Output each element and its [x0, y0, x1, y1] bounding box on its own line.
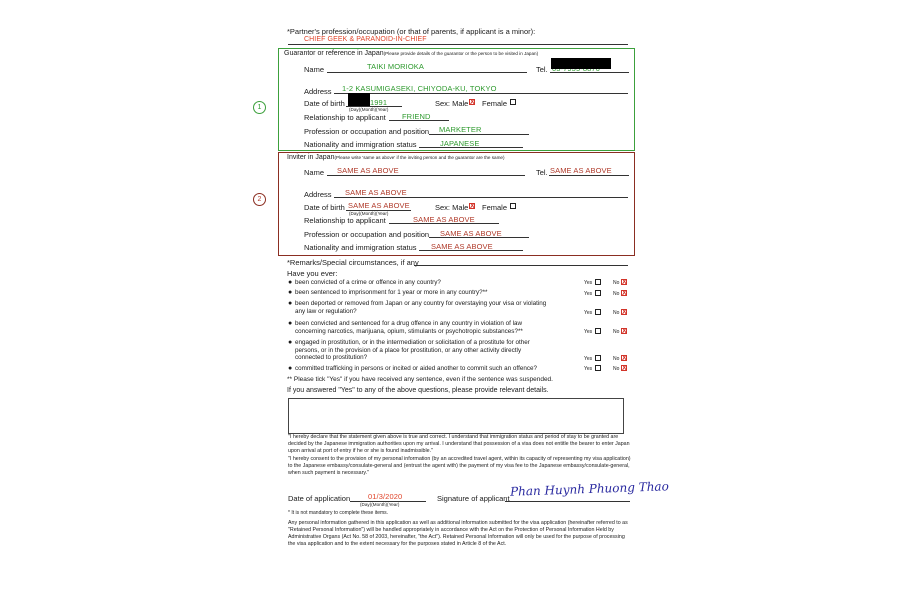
guarantor-address-value[interactable]: 1-2 KASUMIGASEKI, CHIYODA-KU, TOKYO	[342, 84, 497, 93]
question-4: ● been convicted and sentenced for a drug offence in any country in violation of law concerning narcotics, marijuana, opium, stimulants or psychotropic substances?**	[288, 320, 523, 335]
inviter-nationality-value[interactable]: SAME AS ABOVE	[431, 242, 493, 251]
date-label: Date of application	[288, 494, 351, 503]
guarantor-nationality-value[interactable]: JAPANESE	[440, 139, 480, 148]
not-mandatory-note: * It is not mandatory to complete these items.	[288, 510, 389, 516]
yes-label: Yes	[584, 291, 593, 297]
guarantor-nationality-label: Nationality and immigration status	[304, 140, 417, 149]
yes-checkbox-1[interactable]	[595, 279, 601, 285]
inviter-heading-title: Inviter in Japan	[287, 154, 335, 161]
guarantor-relationship-value[interactable]: FRIEND	[402, 112, 431, 121]
no-label: No	[613, 310, 620, 316]
question-2: ● been sentenced to imprisonment for 1 year or more in any country?**	[288, 289, 488, 296]
guarantor-dob-format: (Day)(Month)(Year)	[349, 107, 389, 112]
if-yes-label: If you answered "Yes" to any of the above questions, please provide relevant details.	[287, 387, 549, 394]
inviter-tel-value[interactable]: SAME AS ABOVE	[550, 166, 612, 175]
guarantor-relationship-label: Relationship to applicant	[304, 113, 386, 122]
tel-redaction	[551, 58, 611, 69]
inviter-heading	[287, 154, 505, 161]
no-label: No	[613, 356, 620, 362]
remarks-label: *Remarks/Special circumstances, if any	[287, 258, 419, 267]
question-5: ● engaged in prostitution, or in the intermediation or solicitation of a prostitute for other persons, or in the provision of a place for prostitution, or any other activity directly connected to prostitution?	[288, 339, 530, 361]
inviter-dob-value[interactable]: SAME AS ABOVE	[348, 201, 410, 210]
no-checkbox-2[interactable]: X	[622, 290, 627, 297]
question-3: ● been deported or removed from Japan or any country for overstaying your visa or violating any law or regulation?	[288, 300, 547, 315]
guarantor-profession-label: Profession or occupation and position	[304, 127, 430, 136]
inviter-nationality-label: Nationality and immigration status	[304, 243, 417, 252]
section-marker-2: 2	[253, 193, 266, 206]
no-checkbox-5[interactable]: X	[622, 355, 627, 362]
guarantor-name-value[interactable]: TAIKI MORIOKA	[367, 62, 425, 71]
yes-label: Yes	[584, 280, 593, 286]
inviter-male-checkbox[interactable]: X	[470, 203, 475, 210]
partner-value[interactable]: CHIEF GEEK & PARANOID-IN-CHIEF	[304, 36, 427, 43]
guarantor-heading	[284, 50, 538, 57]
no-label: No	[613, 291, 620, 297]
yes-checkbox-2[interactable]	[595, 290, 601, 296]
inviter-address-value[interactable]: SAME AS ABOVE	[345, 188, 407, 197]
sentence-note: ** Please tick "Yes" if you have received any sentence, even if the sentence was suspended.	[287, 376, 553, 383]
have-you-ever-label: Have you ever:	[287, 269, 338, 278]
no-checkbox-6[interactable]: X	[622, 365, 627, 372]
inviter-female-checkbox[interactable]	[510, 203, 516, 209]
guarantor-sex-label: Sex: Male	[435, 99, 469, 108]
guarantor-tel-label: Tel.	[536, 65, 548, 74]
guarantor-address-label: Address	[304, 87, 332, 96]
no-label: No	[613, 366, 620, 372]
yes-label: Yes	[584, 329, 593, 335]
details-textarea[interactable]	[288, 398, 624, 434]
inviter-dob-label: Date of birth	[304, 203, 345, 212]
date-value[interactable]: 01/3/2020	[368, 492, 403, 501]
inviter-profession-label: Profession or occupation and position	[304, 230, 430, 239]
dob-redaction	[348, 93, 370, 106]
no-label: No	[613, 280, 620, 286]
declaration-2: "I hereby consent to the provision of my personal information (by an accredited travel agent, within its capacity of representing my visa application) to the Japanese embassy/consulate-general and (entrust the agent with) the payment of my visa fee to the Japanese embassy/consulate-general, when such payment is necessary."	[288, 456, 631, 476]
yes-label: Yes	[584, 366, 593, 372]
inviter-female-label: Female	[482, 203, 508, 212]
yes-label: Yes	[584, 356, 593, 362]
no-checkbox-3[interactable]: X	[622, 309, 627, 316]
section-marker-1: 1	[253, 101, 266, 114]
question-6: ● committed trafficking in persons or incited or aided another to commit such an offence?	[288, 365, 537, 372]
no-label: No	[613, 329, 620, 335]
question-1: ● been convicted of a crime or offence in any country?	[288, 279, 441, 286]
guarantor-heading-title: Guarantor or reference in Japan	[284, 50, 384, 57]
guarantor-heading-note: (Please provide details of the guarantor or the person to be visited in Japan)	[383, 51, 539, 56]
no-checkbox-1[interactable]: X	[622, 279, 627, 286]
yes-label: Yes	[584, 310, 593, 316]
inviter-address-label: Address	[304, 190, 332, 199]
inviter-name-label: Name	[304, 168, 325, 177]
declaration-1: "I hereby declare that the statement given above is true and correct. I understand that immigration status and period of stay to be granted are decided by the Japanese immigration authorities upon my arrival. I understand that possession of a visa does not entitle the bearer to enter Japan upon arrival at port of entry if he or she is found inadmissible."	[288, 434, 630, 454]
guarantor-dob-value[interactable]: 1991	[370, 98, 388, 107]
inviter-heading-note: (Please write 'same as above' if the inviting person and the guarantor are the same)	[334, 155, 505, 160]
yes-checkbox-3[interactable]	[595, 309, 601, 315]
yes-checkbox-4[interactable]	[595, 328, 601, 334]
signature-label: Signature of applicant	[437, 494, 510, 503]
signature[interactable]: Phan Huynh Phuong Thao	[509, 479, 670, 499]
no-checkbox-4[interactable]: X	[622, 328, 627, 335]
inviter-name-value[interactable]: SAME AS ABOVE	[337, 166, 399, 175]
privacy-notice: Any personal information gathered in this application as well as additional information submitted for the visa application (hereinafter referred to as "Retained Personal Information") will be handled appropriately in accordance with the Act on the Protection of Personal Information Held by Administrative Organs (Act No. 58 of 2003, hereinafter, "the Act"). Retained Personal Information will only be used for the purpose of processing the visa application and to the extent necessary for the purposes stated in Article 8 of the Act.	[288, 520, 628, 547]
yes-checkbox-5[interactable]	[595, 355, 601, 361]
inviter-relationship-value[interactable]: SAME AS ABOVE	[413, 215, 475, 224]
inviter-sex-label: Sex: Male	[435, 203, 469, 212]
date-format: (Day)(Month)(Year)	[360, 502, 400, 507]
guarantor-female-checkbox[interactable]	[510, 99, 516, 105]
inviter-dob-format: (Day)(Month)(Year)	[349, 211, 389, 216]
yes-checkbox-6[interactable]	[595, 365, 601, 371]
partner-label: *Partner's profession/occupation (or that of parents, if applicant is a minor):	[287, 27, 536, 36]
guarantor-name-label: Name	[304, 65, 325, 74]
guarantor-female-label: Female	[482, 99, 508, 108]
inviter-tel-label: Tel.	[536, 168, 548, 177]
guarantor-male-checkbox[interactable]: X	[470, 99, 475, 106]
guarantor-dob-label: Date of birth	[304, 99, 345, 108]
inviter-profession-value[interactable]: SAME AS ABOVE	[440, 229, 502, 238]
guarantor-profession-value[interactable]: MARKETER	[439, 125, 482, 134]
inviter-relationship-label: Relationship to applicant	[304, 216, 386, 225]
